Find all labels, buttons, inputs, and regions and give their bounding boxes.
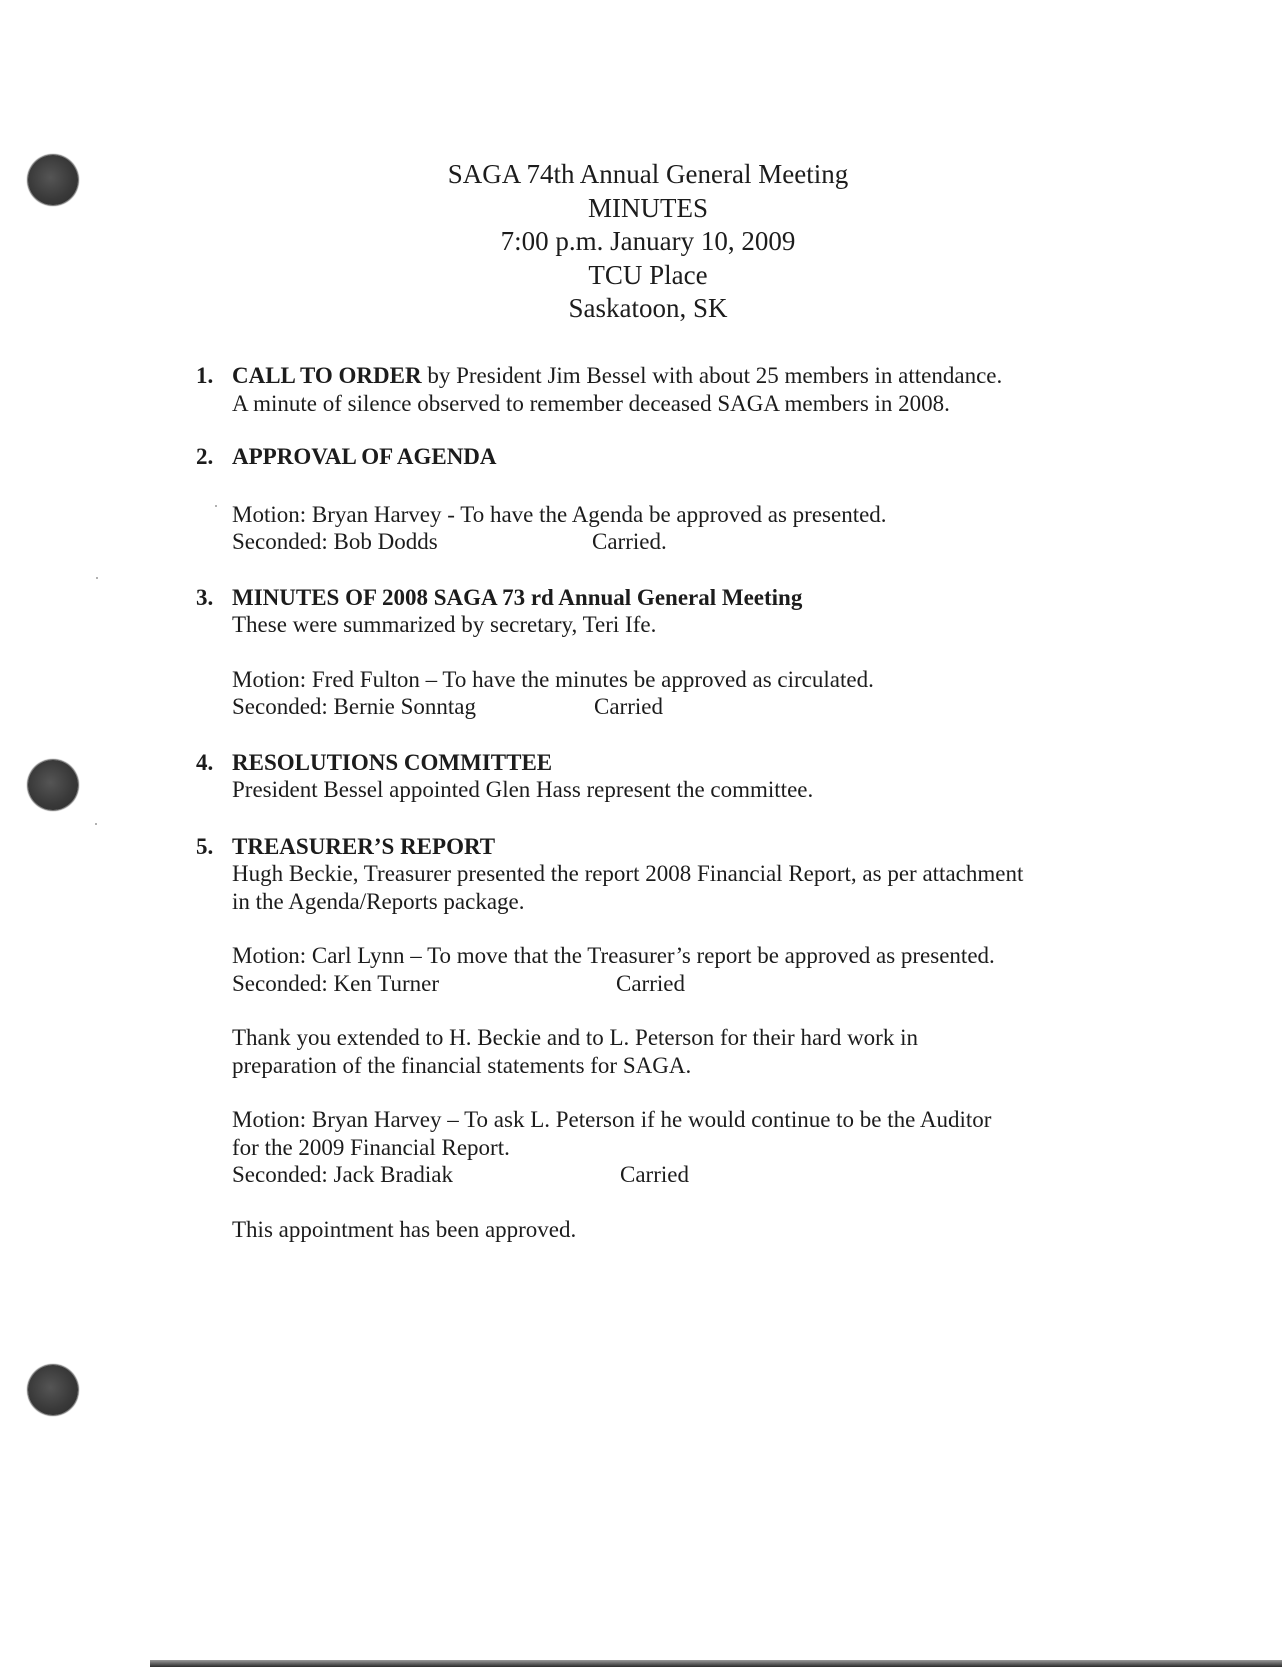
carried-status: Carried (620, 1162, 689, 1187)
motion-text: Motion: Fred Fulton – To have the minutes be approved as circulated. (232, 666, 874, 692)
spacer (232, 997, 1090, 1024)
item-title: CALL TO ORDER (232, 363, 422, 388)
scan-speck (96, 577, 98, 579)
spacer (232, 639, 1090, 666)
spacer (232, 471, 1090, 501)
carried-status: Carried. (592, 529, 667, 554)
item-title: RESOLUTIONS COMMITTEE (232, 749, 553, 775)
scan-speck (95, 823, 97, 825)
scan-bottom-edge (150, 1660, 1282, 1667)
closing-text: This appointment has been approved. (232, 1216, 577, 1242)
seconded-line (232, 693, 1090, 721)
item-heading-line (232, 833, 1090, 861)
item-number: 2. (196, 444, 214, 469)
item-number: 3. (196, 584, 214, 610)
seconded-line (232, 1161, 1090, 1189)
spacer (190, 556, 1090, 584)
motion-text: Motion: Carl Lynn – To move that the Treasurer’s report be approved as presented. (232, 943, 995, 968)
report-text: in the Agenda/Reports package. (232, 888, 525, 914)
minutes-body (190, 362, 1090, 1243)
spacer (232, 1079, 1090, 1106)
spacer (190, 417, 1090, 443)
item-title-rest: by President Jim Bessel with about 25 members in attendance. (421, 363, 1003, 388)
meeting-venue: TCU Place (588, 259, 708, 290)
item-heading-line (232, 362, 1090, 390)
item-call-to-order (190, 362, 1090, 417)
committee-text: President Bessel appointed Glen Hass represent the committee. (232, 777, 814, 802)
item-title: MINUTES OF 2008 SAGA 73 rd Annual General Meeting (232, 584, 803, 610)
spacer (190, 804, 1090, 833)
item-resolutions-committee (190, 749, 1090, 804)
item-number: 5. (196, 833, 214, 859)
item-title: APPROVAL OF AGENDA (232, 444, 497, 469)
spacer (232, 915, 1090, 942)
carried-status: Carried (616, 970, 685, 996)
seconded-text: Seconded: Ken Turner (232, 970, 439, 996)
summary-text: These were summarized by secretary, Teri Ife. (232, 612, 657, 637)
seconded-text: Seconded: Jack Bradiak (232, 1162, 453, 1187)
seconded-text: Seconded: Bob Dodds (232, 529, 438, 554)
motion-text: for the 2009 Financial Report. (232, 1134, 510, 1160)
meeting-city: Saskatoon, SK (568, 293, 728, 323)
item-number: 4. (196, 749, 214, 775)
carried-status: Carried (594, 694, 663, 719)
silence-note: A minute of silence observed to remember deceased SAGA members in 2008. (232, 390, 950, 416)
minutes-heading: MINUTES (588, 192, 708, 223)
item-heading-line (232, 443, 1090, 471)
item-previous-minutes (190, 584, 1090, 721)
item-number: 1. (196, 363, 214, 388)
item-heading-line (232, 584, 1090, 612)
punch-hole-middle (28, 760, 78, 810)
item-title: TREASURER’S REPORT (232, 833, 496, 859)
document-header (0, 158, 1282, 326)
punch-hole-bottom (28, 1365, 78, 1415)
motion-text: Motion: Bryan Harvey – To ask L. Peterson if he would continue to be the Auditor (232, 1107, 992, 1132)
item-heading-line (232, 749, 1090, 777)
item-approval-of-agenda (190, 443, 1090, 556)
thanks-text: preparation of the financial statements for SAGA. (232, 1052, 692, 1078)
spacer (190, 721, 1090, 749)
meeting-title: SAGA 74th Annual General Meeting (447, 159, 849, 189)
report-text: Hugh Beckie, Treasurer presented the report 2008 Financial Report, as per attachment (232, 861, 1024, 886)
meeting-date-time: 7:00 p.m. January 10, 2009 (500, 226, 796, 256)
seconded-line (232, 970, 1090, 998)
seconded-text: Seconded: Bernie Sonntag (232, 694, 477, 719)
motion-text: Motion: Bryan Harvey - To have the Agenda be approved as presented. (232, 501, 887, 527)
thanks-text: Thank you extended to H. Beckie and to L. Peterson for their hard work in (232, 1025, 918, 1050)
seconded-line (232, 528, 1090, 556)
spacer (232, 1189, 1090, 1216)
item-treasurers-report (190, 833, 1090, 1244)
